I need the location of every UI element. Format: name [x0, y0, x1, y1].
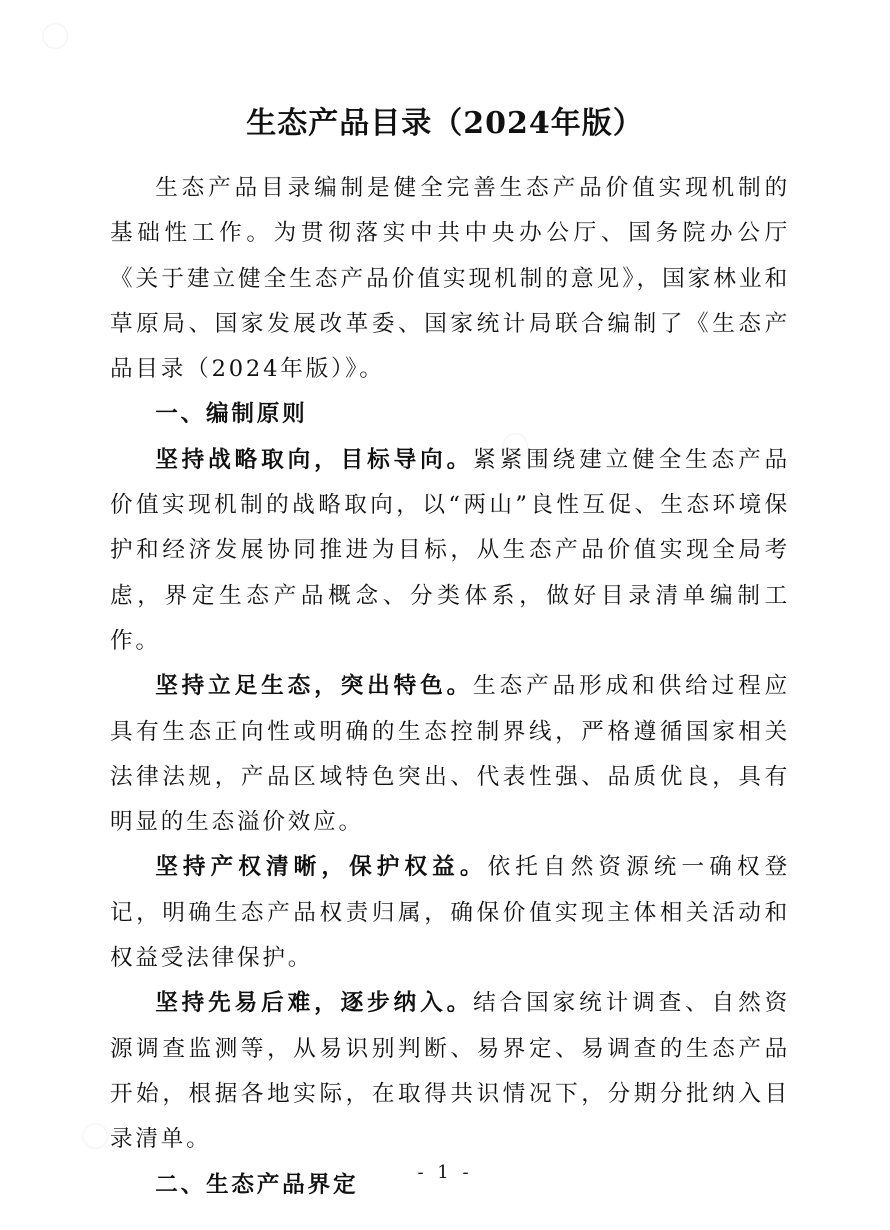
- principle-text: 结合国家统计调查、自然资源调查监测等，从易识别判断、易界定、易调查的生态产品开始，根据各地实际，在取得共识情况下，分期分批纳入目录清单。: [110, 990, 790, 1153]
- principle-text: 生态产品形成和供给过程应具有生态正向性或明确的生态控制界线，严格遵循国家相关法律法规，产品区域特色突出、代表性强、品质优良，具有明显的生态溢价效应。: [110, 673, 790, 836]
- principle-text: 依托自然资源统一确权登记，明确生态产品权责归属，确保价值实现主体相关活动和权益受法律保护。: [110, 854, 790, 972]
- section-heading-definition: 二、生态产品界定: [155, 1171, 359, 1198]
- page-number: - 1 -: [417, 1162, 473, 1183]
- principle-lead: 坚持产权清晰，保护权益。: [155, 854, 488, 881]
- principle-lead: 坚持先易后难，逐步纳入。: [155, 990, 474, 1017]
- principle-lead: 坚持立足生态，突出特色。: [155, 673, 474, 700]
- watermark-mark: [74, 1115, 114, 1156]
- intro-paragraph: 生态产品目录编制是健全完善生态产品价值实现机制的基础性工作。为贯彻落实中共中央办公厅、国务院办公厅《关于建立健全生态产品价值实现机制的意见》，国家林业和草原局、国家发展改革委、国家统计局联合编制了《生态产品目录（2024年版）》。: [110, 175, 790, 383]
- document-title: 生态产品目录（2024年版）: [246, 106, 644, 142]
- section-heading-principles: 一、编制原则: [155, 401, 308, 428]
- principle-paragraph: [110, 438, 790, 664]
- document-body: [110, 166, 790, 1208]
- principle-paragraph: [110, 981, 790, 1162]
- watermark-mark: [34, 15, 74, 56]
- principle-lead: 坚持战略取向，目标导向。: [155, 446, 474, 473]
- principle-text: 紧紧围绕建立健全生态产品价值实现机制的战略取向，以“两山”良性互促、生态环境保护和经济发展协同推进为目标，从生态产品价值实现全局考虑，界定生态产品概念、分类体系，做好目录清单编制工作。: [110, 446, 790, 654]
- principle-paragraph: [110, 664, 790, 845]
- principle-paragraph: [110, 845, 790, 981]
